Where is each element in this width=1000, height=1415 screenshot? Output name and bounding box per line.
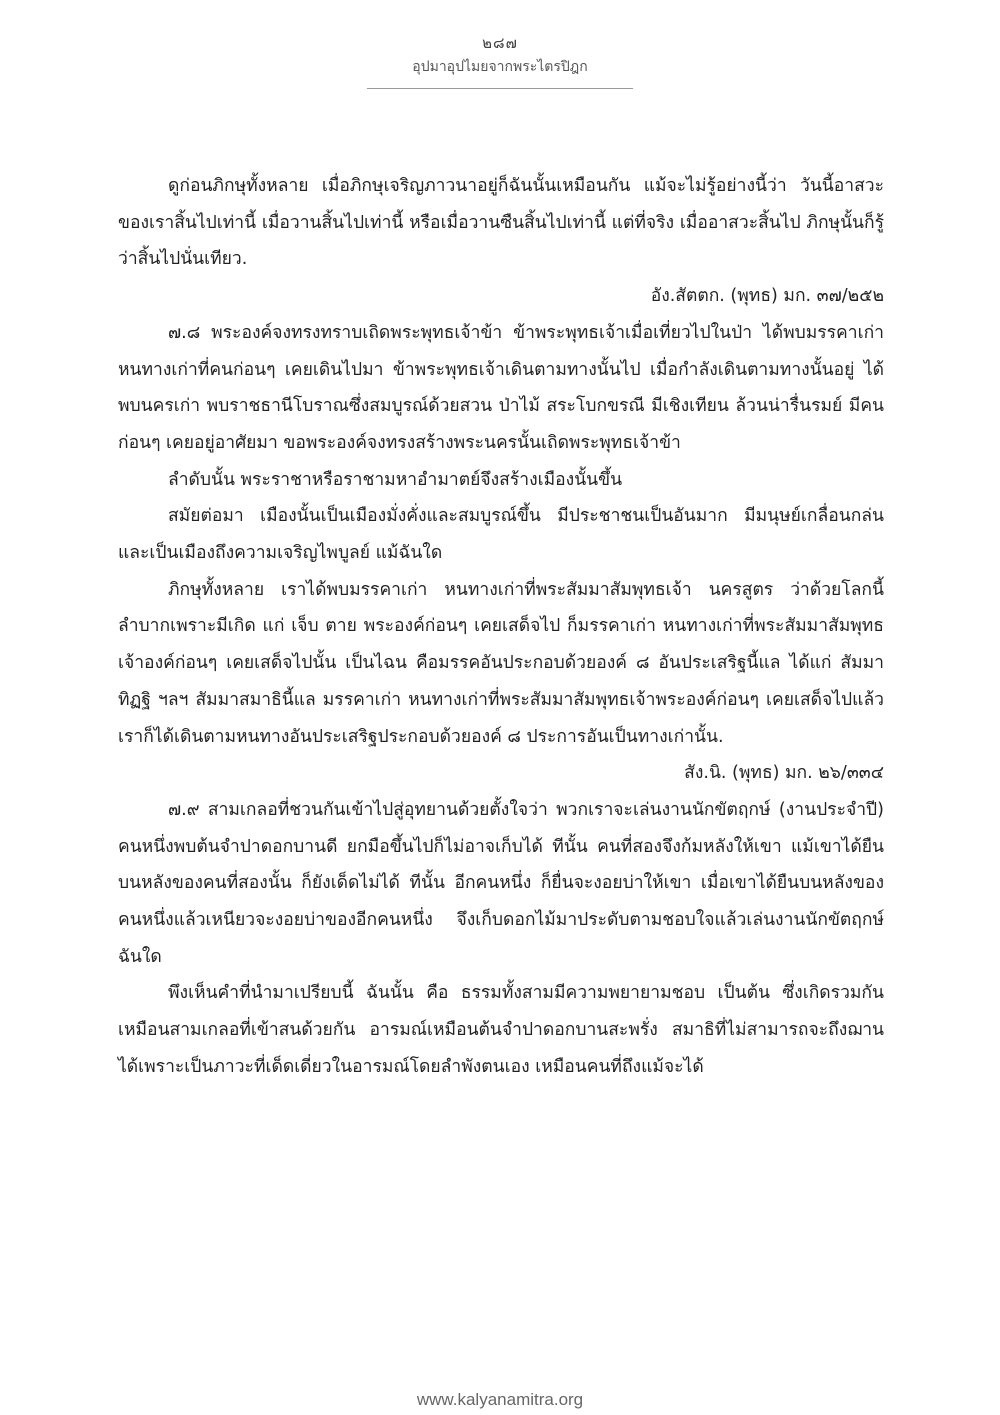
paragraph-ancient-path: ภิกษุทั้งหลาย เราได้พบมรรคาเก่า หนทางเก่าที่พระสัมมาสัมพุทธเจ้า นครสูตร ว่าด้วยโลกนี้ลำบากเพราะมีเกิด แก่ เจ็บ ตาย พระองค์ก่อนๆ เคยเสด็จไป ก็มรรคาเก่า หนทางเก่าที่พระสัมมาสัมพุทธเจ้าองค์ก่อนๆ เคยเสด็จไปนั้น เป็นไฉน คือมรรคอันประกอบด้วยองค์ ๘ อันประเสริฐนี้แล ได้แก่ สัมมาทิฏฐิ ฯลฯ สัมมาสมาธินี้แล มรรคาเก่า หนทางเก่าที่พระสัมมาสัมพุทธเจ้าพระองค์ก่อนๆ เคยเสด็จไปแล้ว เราก็ได้เดินตามหนทางอันประเสริฐประกอบด้วยองค์ ๘ ประการอันเป็นทางเก่านั้น.	[118, 579, 884, 747]
body-text	[118, 168, 884, 1086]
reference-citation: อัง.สัตตก. (พุทธ) มก. ๓๗/๒๕๒	[650, 286, 884, 307]
paragraph-meditation: ดูก่อนภิกษุทั้งหลาย เมื่อภิกษุเจริญภาวนาอยู่ก็ฉันนั้นเหมือนกัน แม้จะไม่รู้อย่างนี้ว่า วันนี้อาสวะของเราสิ้นไปเท่านี้ เมื่อวานสิ้นไปเท่านี้ หรือเมื่อวานซืนสิ้นไปเท่านี้ แต่ที่จริง เมื่ออาสวะสิ้นไป ภิกษุนั้นก็รู้ว่าสิ้นไปนั่นเทียว.	[118, 176, 884, 270]
book-title: อุปมาอุปไมยจากพระไตรปิฎก	[412, 59, 588, 75]
reference-citation: สัง.นิ. (พุทธ) มก. ๒๖/๓๓๔	[684, 763, 884, 784]
header-divider	[367, 88, 633, 89]
page-number: ๒๘๗	[482, 34, 518, 52]
paragraph-king-builds-city: ลำดับนั้น พระราชาหรือราชามหาอำมาตย์จึงสร้างเมืองนั้นขึ้น	[168, 469, 623, 490]
paragraph-comparison: พึงเห็นคำที่นำมาเปรียบนี้ ฉันนั้น คือ ธรรมทั้งสามมีความพยายามชอบ เป็นต้น ซึ่งเกิดรวมกัน เหมือนสามเกลอที่เข้าสนด้วยกัน อารมณ์เหมือนต้นจำปาดอกบานสะพรั่ง สมาธิที่ไม่สามารถจะถึงฌานได้เพราะเป็นภาวะที่เด็ดเดี่ยวในอารมณ์โดยลำพังตนเอง เหมือนคนที่ถึงแม้จะได้	[118, 983, 884, 1077]
paragraph-city-prospers: สมัยต่อมา เมืองนั้นเป็นเมืองมั่งคั่งและสมบูรณ์ขึ้น มีประชาชนเป็นอันมาก มีมนุษย์เกลื่อนกล่น และเป็นเมืองถึงความเจริญไพบูลย์ แม้ฉันใด	[118, 506, 884, 564]
paragraph-section-7-9: ๗.๙ สามเกลอที่ชวนกันเข้าไปสู่อุทยานด้วยตั้งใจว่า พวกเราจะเล่นงานนักขัตฤกษ์ (งานประจำปี) คนหนึ่งพบต้นจำปาดอกบานดี ยกมือขึ้นไปก็ไม่อาจเก็บได้ ทีนั้น คนที่สองจึงก้มหลังให้เขา แม้เขาได้ยืนบนหลังของคนที่สองนั้น ก็ยังเด็ดไม่ได้ ทีนั้น อีกคนหนึ่ง ก็ยื่นจะงอยบ่าให้เขา เมื่อเขาได้ยืนบนหลังของคนหนึ่งแล้วเหนียวจะงอยบ่าของอีกคนหนึ่ง จึงเก็บดอกไม้มาประดับตามชอบใจแล้วเล่นงานนักขัตฤกษ์ ฉันใด	[118, 799, 884, 967]
footer-website: www.kalyanamitra.org	[416, 1390, 584, 1409]
paragraph-section-7-8: ๗.๘ พระองค์จงทรงทราบเถิดพระพุทธเจ้าข้า ข้าพระพุทธเจ้าเมื่อเที่ยวไปในป่า ได้พบมรรคาเก่า หนทางเก่าที่คนก่อนๆ เคยเดินไปมา ข้าพระพุทธเจ้าเดินตามทางนั้นไป เมื่อกำลังเดินตามทางนั้นอยู่ ได้พบนครเก่า พบราชธานีโบราณซึ่งสมบูรณ์ด้วยสวน ป่าไม้ สระโบกขรณี มีเชิงเทียน ล้วนน่ารื่นรมย์ มีคนก่อนๆ เคยอยู่อาศัยมา ขอพระองค์จงทรงสร้างพระนครนั้นเถิดพระพุทธเจ้าข้า	[118, 322, 884, 453]
page-header	[0, 32, 1000, 89]
